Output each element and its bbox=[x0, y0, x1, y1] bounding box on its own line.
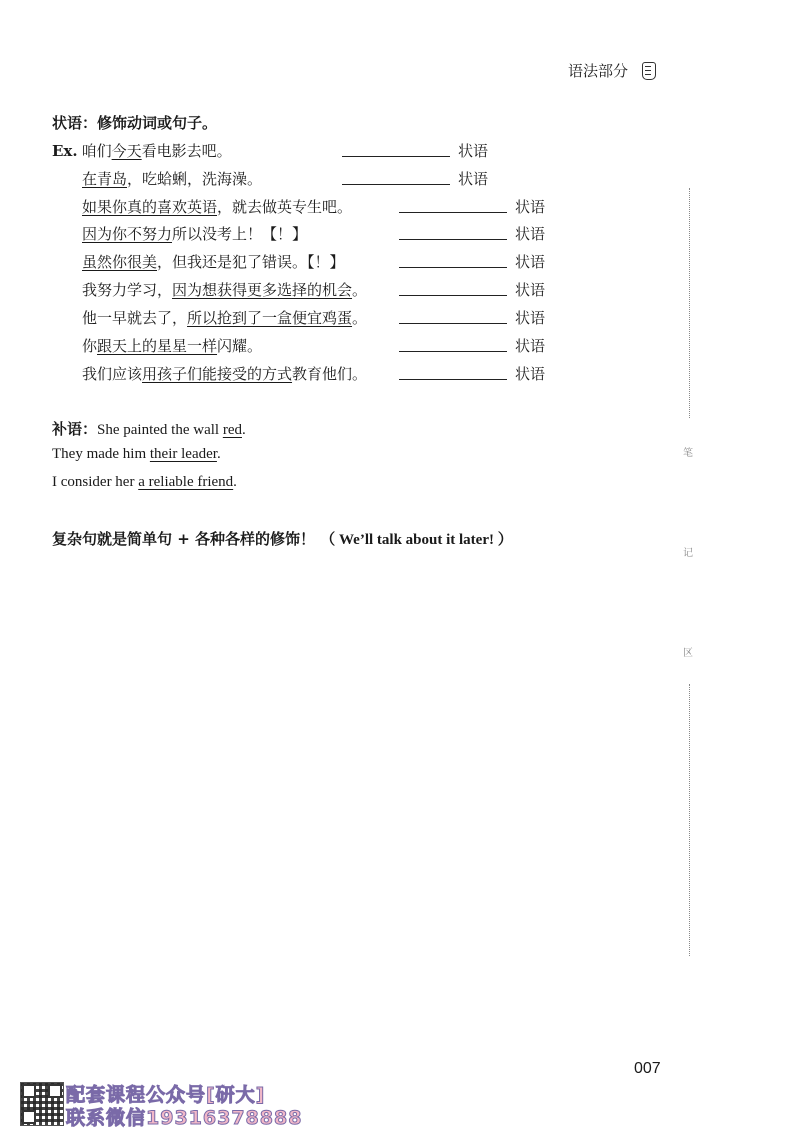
complement-example bbox=[52, 474, 237, 491]
example-sentence bbox=[82, 307, 367, 328]
notes-char-3: 区 bbox=[683, 648, 693, 659]
answer-blank[interactable] bbox=[399, 267, 507, 268]
sentence-text: 。 bbox=[352, 281, 368, 299]
notes-char-2: 记 bbox=[683, 548, 693, 559]
sentence-text: 闪耀。 bbox=[217, 337, 263, 355]
sentence-text: ，但我还是犯了错误。【！】 bbox=[157, 253, 345, 271]
notes-divider-bottom bbox=[689, 684, 690, 956]
answer-blank[interactable] bbox=[399, 295, 507, 296]
header-title: 语法部分 bbox=[568, 62, 629, 80]
underlined-phrase: 用孩子们能接受的方式 bbox=[142, 365, 293, 383]
qr-code-icon bbox=[20, 1082, 64, 1126]
answer-label: 状语 bbox=[515, 309, 546, 327]
answer-label: 状语 bbox=[458, 142, 489, 160]
answer-blank[interactable] bbox=[342, 184, 450, 185]
sentence-text: . bbox=[233, 474, 237, 490]
underlined-phrase: 今天 bbox=[111, 142, 142, 160]
answer-label: 状语 bbox=[515, 198, 546, 216]
sentence-text: She painted the wall bbox=[97, 422, 223, 438]
notes-char-1: 笔 bbox=[683, 448, 693, 459]
example-sentence bbox=[82, 168, 262, 189]
underlined-phrase: their leader bbox=[149, 446, 217, 462]
answer-label: 状语 bbox=[515, 337, 546, 355]
complement-example bbox=[52, 446, 221, 463]
answer-label: 状语 bbox=[515, 253, 546, 271]
complement-example bbox=[52, 418, 246, 439]
complement-title: 补语： bbox=[52, 420, 98, 438]
example-sentence bbox=[82, 279, 367, 300]
sentence-text: 所以没考上！【！】 bbox=[172, 225, 308, 243]
sentence-text: 我们应该 bbox=[82, 365, 143, 383]
complex-note-en: （ We’ll talk about it later! ） bbox=[320, 532, 513, 548]
underlined-phrase: a reliable friend bbox=[138, 474, 234, 490]
underlined-phrase: 如果你真的喜欢英语 bbox=[82, 198, 218, 216]
sentence-text: 咱们 bbox=[81, 142, 112, 160]
sentence-text: 他一早就去了， bbox=[82, 309, 188, 327]
sentence-text: I consider her bbox=[52, 474, 139, 490]
complex-note-cn: 复杂句就是简单句 + 各种各样的修饰！ bbox=[52, 530, 316, 548]
example-label: Ex. bbox=[52, 142, 78, 160]
sentence-text: 你 bbox=[82, 337, 98, 355]
underlined-phrase: 因为你不努力 bbox=[82, 225, 173, 243]
answer-label: 状语 bbox=[458, 170, 489, 188]
underlined-phrase: 在青岛 bbox=[82, 170, 128, 188]
underlined-phrase: 所以抢到了一盒便宜鸡蛋 bbox=[187, 309, 353, 327]
answer-label: 状语 bbox=[515, 365, 546, 383]
sentence-text: ，吃蛤蜊，洗海澡。 bbox=[127, 170, 263, 188]
example-sentence bbox=[82, 363, 367, 384]
footer-line-2: 联系微信19316378888 bbox=[66, 1107, 303, 1129]
sentence-text: 教育他们。 bbox=[292, 365, 368, 383]
underlined-phrase: red bbox=[222, 422, 242, 438]
sentence-text: . bbox=[241, 422, 246, 438]
underlined-phrase: 跟天上的星星一样 bbox=[97, 337, 218, 355]
answer-blank[interactable] bbox=[342, 156, 450, 157]
underlined-phrase: 因为想获得更多选择的机会 bbox=[172, 281, 353, 299]
sentence-text: . bbox=[216, 446, 221, 462]
page-header bbox=[568, 60, 656, 81]
answer-blank[interactable] bbox=[399, 239, 507, 240]
notes-divider-top bbox=[689, 188, 690, 418]
sentence-text: They made him bbox=[52, 446, 150, 462]
notebook-icon bbox=[642, 62, 656, 80]
answer-blank[interactable] bbox=[399, 212, 507, 213]
page-number: 007 bbox=[634, 1060, 661, 1077]
example-sentence bbox=[82, 335, 262, 356]
answer-blank[interactable] bbox=[399, 351, 507, 352]
example-sentence bbox=[82, 196, 352, 217]
sentence-text: 看电影去吧。 bbox=[141, 142, 232, 160]
example-sentence bbox=[52, 140, 232, 161]
example-sentence bbox=[82, 223, 307, 244]
underlined-phrase: 虽然你很美 bbox=[82, 253, 158, 271]
adverbial-title: 状语：修饰动词或句子。 bbox=[52, 114, 218, 132]
complex-sentence-note bbox=[52, 528, 513, 549]
example-sentence bbox=[82, 251, 345, 272]
answer-label: 状语 bbox=[515, 225, 546, 243]
answer-blank[interactable] bbox=[399, 323, 507, 324]
answer-blank[interactable] bbox=[399, 379, 507, 380]
answer-label: 状语 bbox=[515, 281, 546, 299]
sentence-text: ，就去做英专生吧。 bbox=[217, 198, 353, 216]
sentence-text: 我努力学习， bbox=[82, 281, 173, 299]
sentence-text: 。 bbox=[352, 309, 368, 327]
footer-line-1: 配套课程公众号[研大] bbox=[66, 1084, 266, 1106]
